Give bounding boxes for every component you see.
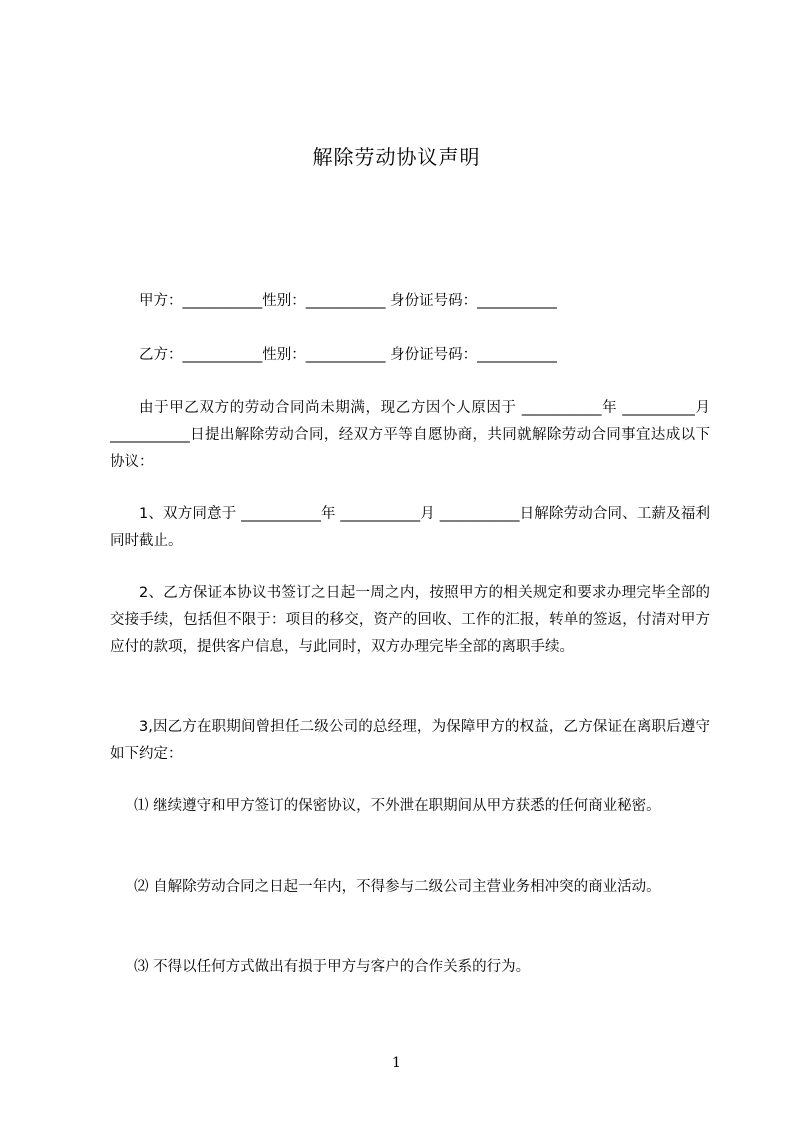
clause-3-3-paragraph: ⑶ 不得以任何方式做出有损于甲方与客户的合作关系的行为。 — [134, 959, 531, 975]
party-a-line: 甲方：___________性别：___________ 身份证号码：___________ — [139, 293, 557, 309]
clause-3-paragraph: 3,因乙方在职期间曾担任二级公司的总经理，为保障甲方的权益，乙方保证在离职后遵守如下约定： — [110, 719, 710, 762]
preamble-paragraph: 由于甲乙双方的劳动合同尚未期满，现乙方因个人原因于 ___________年 __________月 ___________日提出解除劳动合同，经双方平等自愿协商，共同就解除劳动合同事宜达成以下协议： — [110, 400, 710, 470]
party-b-line: 乙方：___________性别：___________ 身份证号码：___________ — [139, 347, 557, 363]
clause-3-2-paragraph: ⑵ 自解除劳动合同之日起一年内，不得参与二级公司主营业务相冲突的商业活动。 — [134, 879, 661, 895]
page-number: 1 — [392, 1055, 401, 1071]
clause-1-paragraph: 1、双方同意于 ___________年 ___________月 ___________日解除劳动合同、工薪及福利同时截止。 — [110, 506, 710, 549]
document-title: 解除劳动协议声明 — [312, 145, 481, 169]
clause-3-1-paragraph: ⑴ 继续遵守和甲方签订的保密协议，不外泄在职期间从甲方获悉的任何商业秘密。 — [134, 798, 661, 814]
clause-2-paragraph: 2、乙方保证本协议书签订之日起一周之内，按照甲方的相关规定和要求办理完毕全部的交接手续，包括但不限于：项目的移交，资产的回收、工作的汇报，转单的签返，付清对甲方应付的款项，提供客户信息，与此同时，双方办理完毕全部的离职手续。 — [110, 585, 710, 655]
